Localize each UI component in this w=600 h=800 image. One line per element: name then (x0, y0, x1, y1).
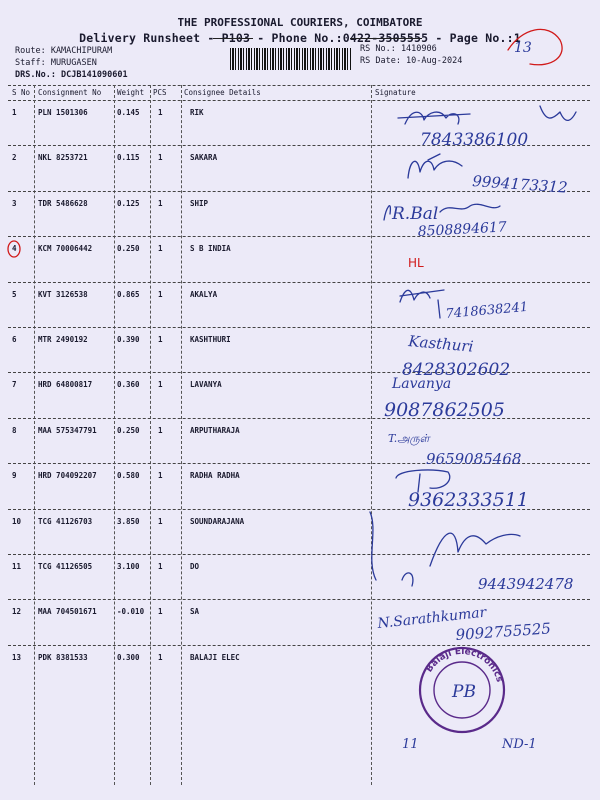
table-row-weight: 3.850 (117, 517, 140, 526)
col-header-pcs: PCS (153, 88, 167, 97)
table-row-weight: 0.580 (117, 471, 140, 480)
signature-3-tick (384, 206, 390, 220)
signature-5 (400, 290, 444, 318)
table-row-consignee: RADHA RADHA (190, 471, 240, 480)
table-row-consignee: SA (190, 607, 200, 616)
table-row-sno: 1 (12, 108, 17, 117)
signature-3-name: R.Bal (392, 204, 439, 224)
table-row-weight: 0.300 (117, 653, 140, 662)
table-row-pcs: 1 (158, 380, 163, 389)
signature-1-phone: 7843386100 (420, 130, 529, 150)
signature-8-phone: 9659085468 (426, 450, 522, 468)
table-row-sno: 12 (12, 607, 22, 616)
table-row-consignee: S B INDIA (190, 244, 231, 253)
table-row-pcs: 1 (158, 244, 163, 253)
table-row-consignment: PDK 8381533 (38, 653, 88, 662)
table-row-consignment: MAA 704501671 (38, 607, 97, 616)
table-row-consignee: SHIP (190, 199, 209, 208)
table-row-pcs: 1 (158, 607, 163, 616)
table-row-pcs: 1 (158, 653, 163, 662)
table-row-consignee: SOUNDARAJANA (190, 517, 245, 526)
table-row-sno: 11 (12, 562, 22, 571)
table-row-weight: 0.250 (117, 426, 140, 435)
table-row-sno: 9 (12, 471, 17, 480)
signature-3-phone: 8508894617 (417, 219, 508, 240)
signature-9-phone: 9362333511 (408, 489, 529, 511)
signature-6-name: Kasthuri (407, 332, 475, 356)
signature-7-phone: 9087862505 (384, 399, 505, 421)
staff-label: Staff: MURUGASEN (15, 58, 97, 68)
table-row-consignment: KCM 70006442 (38, 244, 93, 253)
table-row-sno: 13 (12, 653, 22, 662)
table-row-consignment: NKL 8253721 (38, 153, 88, 162)
document-title: THE PROFESSIONAL COURIERS, COIMBATORE (177, 16, 423, 29)
col-header-consignee: Consignee Details (184, 88, 261, 97)
table-row-consignee: BALAJI ELEC (190, 653, 240, 662)
table-row-pcs: 1 (158, 562, 163, 571)
signature-12-phone: 9092755525 (455, 619, 552, 644)
table-row-sno: 6 (12, 335, 17, 344)
table-row-consignment: MTR 2490192 (38, 335, 88, 344)
table-row-consignee: SAKARA (190, 153, 218, 162)
signature-11-phone: 9443942478 (478, 575, 574, 593)
table-row-weight: 0.250 (117, 244, 140, 253)
runsheet-subtitle: Delivery Runsheet - P103 - Phone No.:0422-3505555 - Page No.:1 (79, 31, 521, 45)
signature-8-name: T.அருள் (388, 432, 430, 445)
signature-3-flourish (440, 204, 500, 212)
col-header-weight: Weight (117, 88, 145, 97)
signature-10 (370, 512, 520, 580)
table-row-weight: 0.115 (117, 153, 140, 162)
table-row-consignee: RIK (190, 108, 204, 117)
rs-number: RS No.: 1410906 (360, 44, 437, 54)
signature-7-name: Lavanya (392, 376, 452, 392)
signature-2-phone: 9994173312 (471, 172, 569, 197)
table-row-consignment: HRD 704092207 (38, 471, 97, 480)
table-row-consignment: PLN 1501306 (38, 108, 88, 117)
table-row-weight: 3.100 (117, 562, 140, 571)
route-label: Route: KAMACHIPURAM (15, 46, 113, 56)
table-row-weight: 0.125 (117, 199, 140, 208)
table-row-weight: 0.145 (117, 108, 140, 117)
table-row-weight: -0.010 (117, 607, 145, 616)
signature-6-phone: 8428302602 (402, 360, 511, 380)
drs-number: DRS.No.: DCJB141090601 (15, 70, 128, 80)
table-row-pcs: 1 (158, 199, 163, 208)
table-row-consignment: KVT 3126538 (38, 290, 88, 299)
col-header-sno: S No (12, 88, 31, 97)
rs-date: RS Date: 10-Aug-2024 (360, 56, 463, 66)
table-row-consignee: ARPUTHARAJA (190, 426, 240, 435)
signature-2 (408, 154, 462, 178)
row-4-circle-mark (8, 241, 20, 257)
table-row-consignment: TCG 41126703 (38, 517, 93, 526)
table-row-consignee: KASHTHURI (190, 335, 231, 344)
stamp-text: Balaji Electronics (424, 646, 505, 684)
table-row-weight: 0.360 (117, 380, 140, 389)
signature-1 (398, 106, 576, 124)
table-row-consignment: HRD 64800817 (38, 380, 93, 389)
foot-mark-left: 11 (402, 737, 419, 752)
signature-11-tick (402, 573, 413, 586)
col-header-consignment: Consignment No (38, 88, 102, 97)
table-row-sno: 4 (12, 244, 17, 253)
signature-12-name: N.Sarathkumar (376, 604, 488, 632)
col-header-signature: Signature (375, 88, 416, 97)
table-row-sno: 2 (12, 153, 17, 162)
table-row-weight: 0.865 (117, 290, 140, 299)
signature-5-phone: 7418638241 (445, 299, 529, 322)
table-row-sno: 7 (12, 380, 17, 389)
table-row-sno: 5 (12, 290, 17, 299)
table-row-pcs: 1 (158, 335, 163, 344)
table-row-pcs: 1 (158, 426, 163, 435)
table-row-consignee: LAVANYA (190, 380, 222, 389)
table-row-pcs: 1 (158, 290, 163, 299)
table-row-weight: 0.390 (117, 335, 140, 344)
table-row-consignment: TDR 5486628 (38, 199, 88, 208)
table-row-pcs: 1 (158, 471, 163, 480)
company-stamp (420, 647, 504, 732)
table-row-pcs: 1 (158, 108, 163, 117)
row-4-mark: HL (408, 256, 424, 270)
table-row-consignee: AKALYA (190, 290, 218, 299)
table-row-sno: 10 (12, 517, 22, 526)
table-row-sno: 8 (12, 426, 17, 435)
table-row-consignment: TCG 41126505 (38, 562, 93, 571)
table-row-pcs: 1 (158, 153, 163, 162)
table-row-consignee: DO (190, 562, 200, 571)
table-row-consignment: MAA 575347791 (38, 426, 97, 435)
foot-mark-right: ND-1 (502, 737, 537, 752)
table-row-sno: 3 (12, 199, 17, 208)
page-mark: 13 (514, 40, 532, 56)
stamp-initials: PB (452, 682, 476, 702)
table-row-pcs: 1 (158, 517, 163, 526)
